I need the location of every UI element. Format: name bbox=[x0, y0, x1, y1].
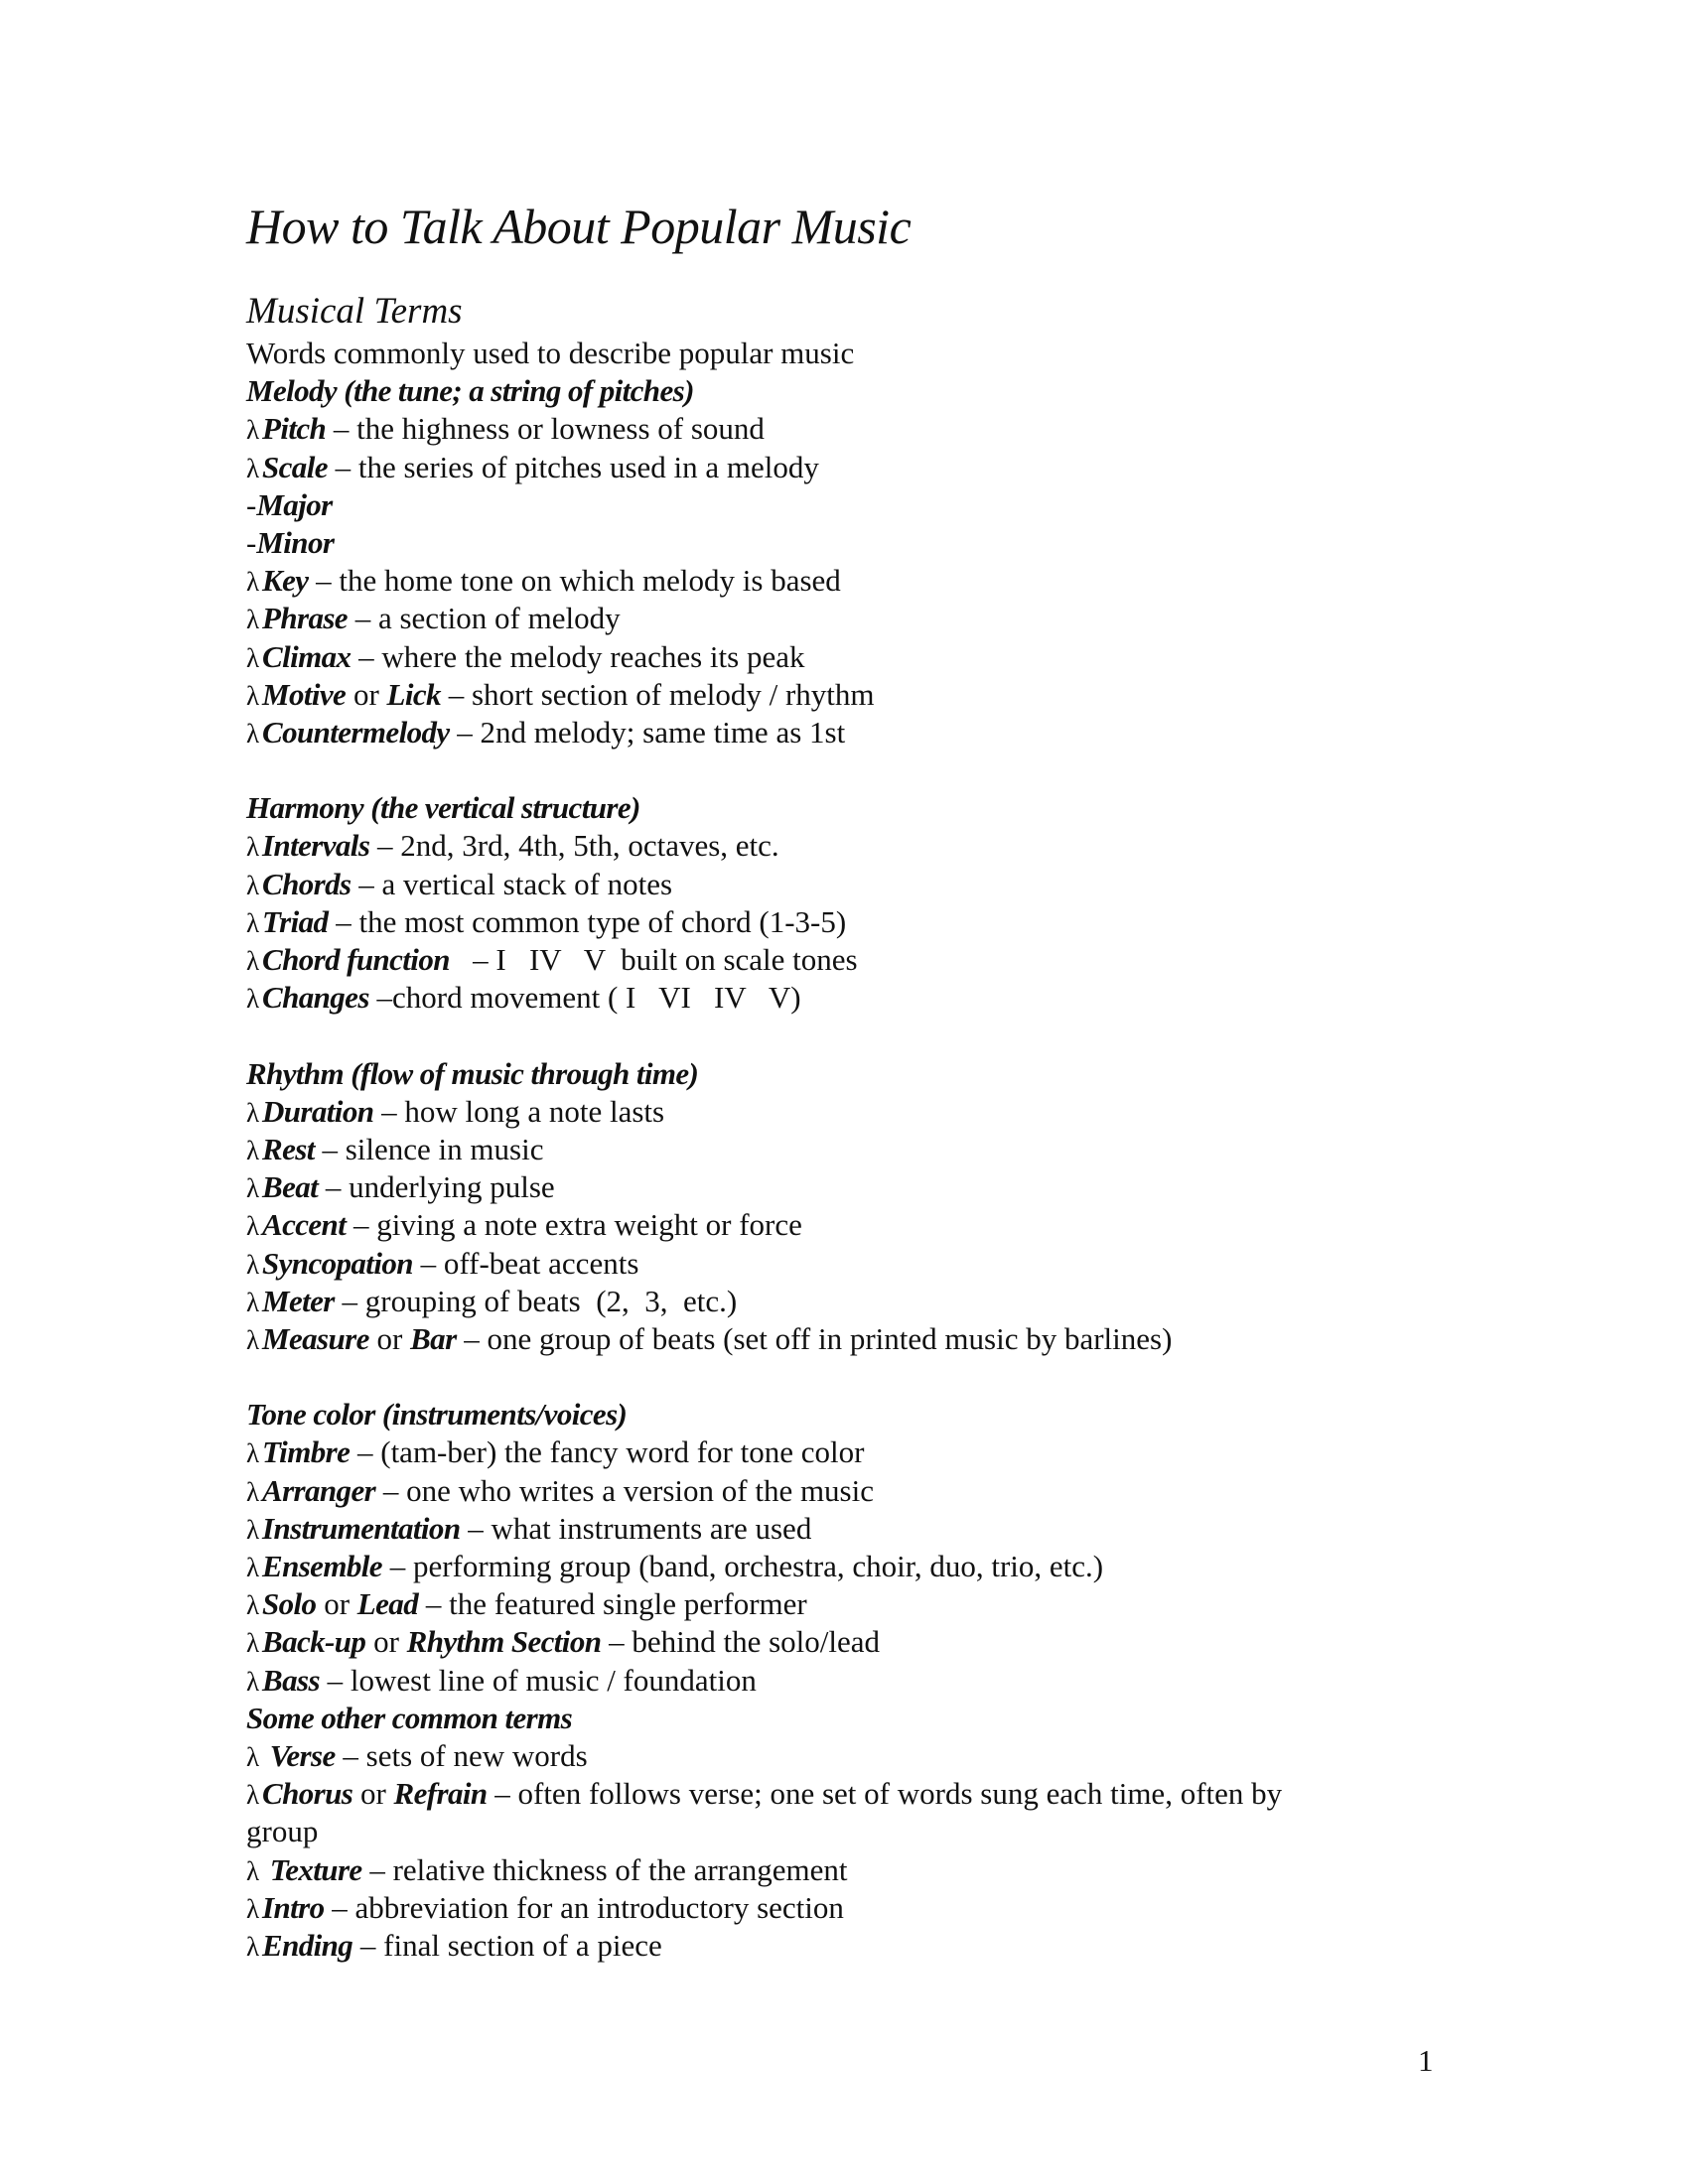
lambda-bullet-icon: λ bbox=[246, 1741, 260, 1772]
lambda-bullet-icon: λ bbox=[246, 1666, 260, 1697]
term-definition: – performing group (band, orchestra, choir, duo, trio, etc.) bbox=[381, 1549, 1104, 1583]
term-name: Ensemble bbox=[262, 1549, 382, 1583]
term-definition: – short section of melody / rhythm bbox=[440, 676, 875, 712]
term-name: Meter bbox=[262, 1283, 335, 1318]
term-name: Texture bbox=[269, 1851, 362, 1887]
category-heading-text: Rhythm (flow of music through time) bbox=[246, 1055, 699, 1091]
term-item bbox=[246, 1889, 1497, 1927]
lambda-bullet-icon: λ bbox=[246, 642, 260, 673]
term-definition: – I IV V built on scale tones bbox=[449, 942, 858, 977]
term-item bbox=[246, 866, 1497, 903]
term-name: Minor bbox=[256, 524, 335, 560]
lambda-bullet-icon: λ bbox=[246, 1324, 260, 1355]
lambda-bullet-icon: λ bbox=[246, 1553, 260, 1582]
term-name: Verse bbox=[269, 1737, 336, 1773]
term-definition: or bbox=[368, 1320, 411, 1356]
term-definition: – silence in music bbox=[314, 1131, 544, 1166]
term-name: Key bbox=[262, 563, 309, 599]
category-heading-text: Harmony (the vertical structure) bbox=[246, 790, 640, 826]
category-heading-text: Melody (the tune; a string of pitches) bbox=[246, 373, 694, 409]
sub-item bbox=[246, 524, 1497, 562]
term-name: Chorus bbox=[262, 1776, 353, 1812]
lambda-bullet-icon: λ bbox=[246, 907, 260, 938]
term-item bbox=[246, 676, 1497, 714]
category-heading bbox=[246, 1396, 1497, 1433]
term-item bbox=[246, 1623, 1497, 1661]
term-name: Countermelody bbox=[262, 714, 450, 750]
lambda-bullet-icon: λ bbox=[246, 1438, 260, 1469]
term-name: Intro bbox=[262, 1889, 325, 1925]
sub-item bbox=[246, 486, 1497, 524]
lambda-bullet-icon: λ bbox=[246, 1287, 260, 1317]
term-definition: –chord movement ( I VI IV V) bbox=[368, 980, 801, 1016]
continuation-line: group bbox=[246, 1814, 319, 1849]
lambda-bullet-icon: λ bbox=[246, 1514, 260, 1545]
term-item bbox=[246, 1093, 1497, 1131]
lambda-bullet-icon: λ bbox=[246, 1476, 260, 1507]
term-definition: – a vertical stack of notes bbox=[351, 866, 673, 901]
page-number: 1 bbox=[1418, 2043, 1434, 2078]
lambda-bullet-icon: λ bbox=[246, 1173, 260, 1204]
term-name: Rest bbox=[262, 1131, 315, 1166]
term-item bbox=[246, 979, 1497, 1017]
term-name: Phrase bbox=[262, 601, 348, 636]
lambda-bullet-icon: λ bbox=[246, 567, 260, 598]
term-definition: or bbox=[365, 1624, 407, 1660]
term-name: Changes bbox=[262, 980, 369, 1016]
term-definition: – one group of beats (set off in printed music by barlines) bbox=[456, 1320, 1173, 1356]
term-name: Rhythm Section bbox=[406, 1624, 602, 1660]
lambda-bullet-icon: λ bbox=[246, 1628, 260, 1659]
term-item bbox=[246, 600, 1497, 637]
lambda-bullet-icon: λ bbox=[246, 984, 260, 1015]
term-item bbox=[246, 1131, 1497, 1168]
term-name: Instrumentation bbox=[262, 1510, 461, 1546]
lambda-bullet-icon: λ bbox=[246, 1097, 260, 1128]
term-definition: – the highness or lowness of sound bbox=[326, 411, 765, 447]
term-item bbox=[246, 1320, 1497, 1358]
term-item bbox=[246, 1851, 1497, 1889]
term-item bbox=[246, 449, 1497, 486]
term-name: Climax bbox=[262, 638, 352, 674]
term-name: Lick bbox=[386, 676, 441, 712]
term-item bbox=[246, 1775, 1497, 1813]
term-name: Measure bbox=[262, 1320, 369, 1356]
term-name: Major bbox=[256, 486, 333, 522]
lambda-bullet-icon: λ bbox=[246, 453, 260, 483]
term-name: Solo bbox=[262, 1586, 317, 1622]
term-item bbox=[246, 562, 1497, 600]
term-name: Bar bbox=[410, 1320, 457, 1356]
term-name: Pitch bbox=[262, 411, 327, 447]
lambda-bullet-icon: λ bbox=[246, 680, 260, 711]
category-heading-text: Tone color (instruments/voices) bbox=[246, 1397, 628, 1433]
term-item bbox=[246, 1737, 1497, 1775]
term-definition: – 2nd, 3rd, 4th, 5th, octaves, etc. bbox=[369, 828, 779, 864]
term-definition: – (tam-ber) the fancy word for tone color bbox=[350, 1434, 865, 1470]
term-name: Intervals bbox=[262, 828, 370, 864]
term-definition: – final section of a piece bbox=[352, 1927, 662, 1963]
lambda-bullet-icon: λ bbox=[246, 832, 260, 863]
term-definition bbox=[262, 1852, 270, 1887]
term-definition: – the series of pitches used in a melody bbox=[327, 449, 819, 484]
term-name: Lead bbox=[356, 1586, 419, 1622]
term-name: Timbre bbox=[262, 1434, 351, 1470]
term-item bbox=[246, 638, 1497, 676]
terms-list bbox=[246, 335, 1497, 1965]
term-item bbox=[246, 1433, 1497, 1471]
term-definition: – the most common type of chord (1-3-5) bbox=[328, 903, 847, 939]
term-name: Arranger bbox=[262, 1472, 376, 1508]
term-name: Back-up bbox=[262, 1624, 366, 1660]
term-definition: – what instruments are used bbox=[460, 1510, 812, 1546]
term-definition: – lowest line of music / foundation bbox=[319, 1662, 757, 1698]
term-item bbox=[246, 1662, 1497, 1700]
term-name: Ending bbox=[262, 1927, 353, 1963]
term-name: Accent bbox=[262, 1207, 347, 1243]
blank-line bbox=[246, 1017, 1497, 1054]
section-title: Musical Terms bbox=[246, 291, 463, 332]
term-definition: or bbox=[316, 1586, 357, 1622]
lambda-bullet-icon: λ bbox=[246, 1780, 260, 1811]
term-definition: – behind the solo/lead bbox=[601, 1624, 881, 1660]
document-title: How to Talk About Popular Music bbox=[246, 199, 912, 254]
term-definition: – off-beat accents bbox=[412, 1245, 639, 1281]
lambda-bullet-icon: λ bbox=[246, 1931, 260, 1962]
term-definition: – the home tone on which melody is based bbox=[308, 563, 841, 599]
lambda-bullet-icon: λ bbox=[246, 605, 260, 635]
term-definition: – one who writes a version of the music bbox=[375, 1472, 874, 1508]
term-name: Triad bbox=[262, 903, 329, 939]
term-definition: – a section of melody bbox=[347, 601, 621, 636]
term-definition: – abbreviation for an introductory section bbox=[324, 1889, 844, 1925]
blank-line bbox=[246, 751, 1497, 789]
term-item bbox=[246, 1548, 1497, 1585]
term-definition: – where the melody reaches its peak bbox=[351, 638, 805, 674]
intro-line: Words commonly used to describe popular music bbox=[246, 336, 855, 370]
term-name: Bass bbox=[262, 1662, 320, 1698]
term-name: Syncopation bbox=[262, 1245, 413, 1281]
term-item bbox=[246, 903, 1497, 941]
term-definition: or bbox=[352, 1776, 394, 1812]
term-definition: - bbox=[246, 486, 257, 522]
term-name: Chord function bbox=[262, 942, 450, 977]
lambda-bullet-icon: λ bbox=[246, 946, 260, 976]
blank-line bbox=[246, 1358, 1497, 1396]
term-name: Scale bbox=[262, 449, 328, 484]
term-name: Refrain bbox=[393, 1776, 488, 1812]
term-item bbox=[246, 941, 1497, 979]
term-item bbox=[246, 1283, 1497, 1320]
term-item bbox=[246, 1585, 1497, 1623]
term-definition: or bbox=[346, 676, 387, 712]
lambda-bullet-icon: λ bbox=[246, 1135, 260, 1165]
term-definition: – giving a note extra weight or force bbox=[346, 1207, 802, 1243]
lambda-bullet-icon: λ bbox=[246, 870, 260, 900]
lambda-bullet-icon: λ bbox=[246, 718, 260, 749]
term-name: Beat bbox=[262, 1169, 319, 1205]
term-item bbox=[246, 1168, 1497, 1206]
term-definition: – often follows verse; one set of words sung each time, often by bbox=[487, 1776, 1283, 1812]
category-heading bbox=[246, 789, 1497, 827]
term-item bbox=[246, 1510, 1497, 1548]
lambda-bullet-icon: λ bbox=[246, 1855, 260, 1886]
term-name: Chords bbox=[262, 866, 352, 901]
term-item bbox=[246, 1472, 1497, 1510]
term-definition: – how long a note lasts bbox=[373, 1093, 665, 1129]
term-definition: – relative thickness of the arrangement bbox=[361, 1851, 848, 1887]
term-definition: – the featured single performer bbox=[418, 1586, 807, 1622]
category-heading-text: Some other common terms bbox=[246, 1700, 573, 1735]
term-name: Duration bbox=[262, 1093, 374, 1129]
term-item bbox=[246, 714, 1497, 751]
term-item bbox=[246, 1245, 1497, 1283]
term-definition: – underlying pulse bbox=[318, 1169, 555, 1205]
term-definition: – grouping of beats (2, 3, etc.) bbox=[334, 1283, 738, 1318]
term-item bbox=[246, 827, 1497, 865]
term-item bbox=[246, 1927, 1497, 1965]
term-definition: - bbox=[246, 524, 257, 560]
lambda-bullet-icon: λ bbox=[246, 1211, 260, 1242]
lambda-bullet-icon: λ bbox=[246, 1590, 260, 1621]
category-heading bbox=[246, 1055, 1497, 1093]
category-heading bbox=[246, 372, 1497, 410]
lambda-bullet-icon: λ bbox=[246, 415, 260, 446]
category-heading bbox=[246, 1700, 1497, 1737]
term-definition bbox=[262, 1738, 270, 1773]
lambda-bullet-icon: λ bbox=[246, 1893, 260, 1924]
term-definition: – sets of new words bbox=[335, 1737, 588, 1773]
term-item bbox=[246, 410, 1497, 448]
lambda-bullet-icon: λ bbox=[246, 1249, 260, 1280]
term-definition: – 2nd melody; same time as 1st bbox=[449, 714, 846, 750]
term-item bbox=[246, 1206, 1497, 1244]
term-name: Motive bbox=[262, 676, 347, 712]
